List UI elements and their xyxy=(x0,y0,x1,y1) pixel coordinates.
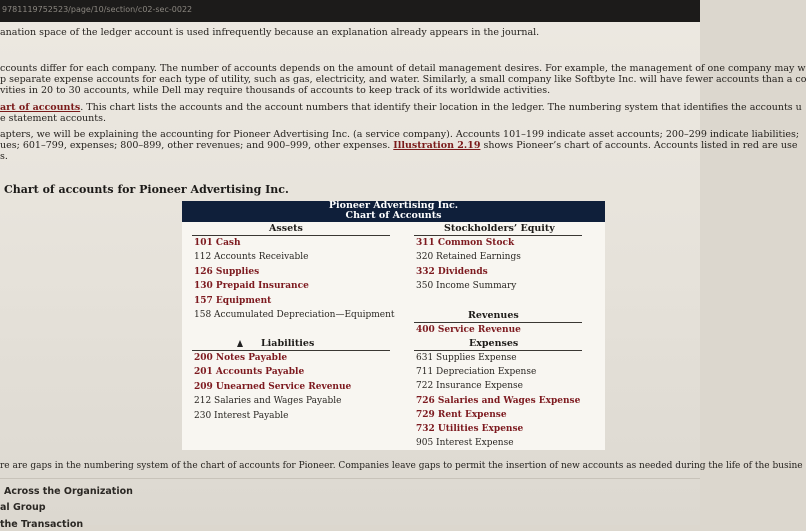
account-item: 212 Salaries and Wages Payable xyxy=(194,396,342,407)
divider xyxy=(192,350,390,351)
account-item: 157 Equipment xyxy=(194,295,272,306)
account-item: 400 Service Revenue xyxy=(416,325,521,335)
paragraph-line: apters, we will be explaining the accounting for Pioneer Advertising Inc. (a service company). Accounts 101–199 indicate asset accounts; 200–299 indicate liabilities; xyxy=(0,129,800,140)
account-item: 126 Supplies xyxy=(194,266,260,277)
paragraph-text: ues; 601–799, expenses; 800–899, other revenues; and 900–999, other expenses. xyxy=(0,140,394,151)
account-item: 711 Depreciation Expense xyxy=(416,367,537,378)
paragraph-text: shows Pioneer’s chart of accounts. Accounts listed in red are use xyxy=(480,140,798,151)
company-name: Pioneer Advertising Inc. xyxy=(328,200,459,211)
divider xyxy=(414,235,582,236)
book-page xyxy=(0,22,806,530)
chart-header xyxy=(182,201,605,222)
chart-of-accounts-table xyxy=(182,201,605,450)
paragraph-text: . This chart lists the accounts and the account numbers that identify their location in the ledger. The numbering system that identifies the accounts u xyxy=(80,102,802,113)
account-item: 350 Income Summary xyxy=(416,281,517,292)
account-item: 732 Utilities Expense xyxy=(416,424,524,434)
sidebar-link-group[interactable]: al Group xyxy=(0,502,46,513)
paragraph-line: vities in 20 to 30 accounts, while Dell may require thousands of accounts to keep track of its worldwide activities. xyxy=(0,85,551,96)
account-item: 631 Supplies Expense xyxy=(416,353,517,363)
account-item: 320 Retained Earnings xyxy=(416,252,521,263)
account-item: 201 Accounts Payable xyxy=(194,367,305,378)
paragraph-line xyxy=(0,102,802,114)
account-item: 905 Interest Expense xyxy=(416,438,514,449)
expenses-header: Expenses xyxy=(469,338,519,349)
equity-header: Stockholders’ Equity xyxy=(444,223,555,234)
paragraph-line: anation space of the ledger account is used infrequently because an explanation already appears in the journal. xyxy=(0,27,540,38)
account-item: 230 Interest Payable xyxy=(194,410,289,421)
paragraph-line: s. xyxy=(0,151,8,162)
account-item: 112 Accounts Receivable xyxy=(194,252,309,263)
mouse-cursor-icon xyxy=(237,340,243,347)
account-item: 101 Cash xyxy=(194,238,241,248)
paragraph-line: ccounts differ for each company. The number of accounts depends on the amount of detail management desires. For example, the management of one company may w xyxy=(0,63,806,74)
chart-of-accounts-link[interactable]: art of accounts xyxy=(0,102,81,113)
divider xyxy=(414,350,582,351)
url-text[interactable]: 9781119752523/page/10/section/c02-sec-0022 xyxy=(2,5,193,14)
account-item: 311 Common Stock xyxy=(416,238,515,248)
account-item: 726 Salaries and Wages Expense xyxy=(416,395,581,406)
paragraph-line: p separate expense accounts for each type of utility, such as gas, electricity, and water. Similarly, a small company like Softbyte Inc. will have fewer accounts than a co xyxy=(0,74,806,85)
account-item: 158 Accumulated Depreciation—Equipment xyxy=(194,310,395,320)
account-item: 209 Unearned Service Revenue xyxy=(194,381,352,392)
liabilities-header: Liabilities xyxy=(261,338,315,349)
footnote-text: re are gaps in the numbering system of the chart of accounts for Pioneer. Companies leave gaps to permit the insertion of new accounts as needed during the life of the busine xyxy=(0,461,803,471)
browser-top-bar xyxy=(0,0,700,22)
paragraph-line: e statement accounts. xyxy=(0,113,106,124)
account-item: 130 Prepaid Insurance xyxy=(194,281,309,292)
illustration-link[interactable]: Illustration 2.19 xyxy=(393,140,481,151)
account-item: 729 Rent Expense xyxy=(416,409,507,420)
divider xyxy=(0,478,700,479)
divider xyxy=(192,235,390,236)
account-item: 200 Notes Payable xyxy=(194,353,288,363)
paragraph-line xyxy=(0,140,797,152)
section-heading: Chart of accounts for Pioneer Advertising Inc. xyxy=(4,183,289,196)
chart-title: Chart of Accounts xyxy=(345,210,442,221)
divider xyxy=(414,322,582,323)
account-item: 332 Dividends xyxy=(416,266,488,277)
account-item: 722 Insurance Expense xyxy=(416,381,523,392)
sidebar-link-across-organization[interactable]: Across the Organization xyxy=(4,486,133,497)
sidebar-link-transaction[interactable]: the Transaction xyxy=(0,519,84,530)
assets-header: Assets xyxy=(269,223,303,234)
revenues-header: Revenues xyxy=(468,310,519,321)
